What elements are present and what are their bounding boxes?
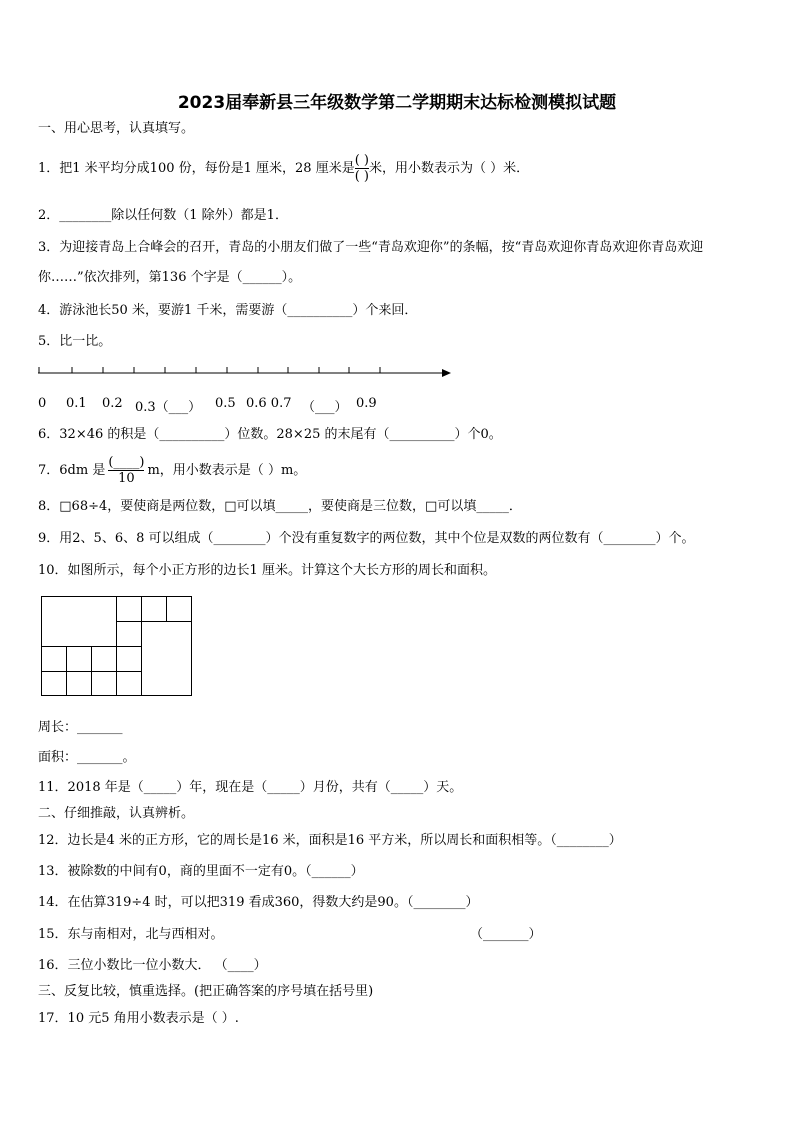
page-title: 2023届奉新县三年级数学第二学期期末达标检测模拟试题 — [177, 93, 617, 113]
fraction-denominator: 10 — [118, 471, 135, 486]
section-3-heading: 三、反复比较，慎重选择。(把正确答案的序号填在括号里) — [38, 984, 374, 999]
question-7-fraction — [108, 456, 144, 485]
question-1-text-a: 1．把1 米平均分成100 份，每份是1 厘米，28 厘米是 — [38, 161, 355, 176]
tick-label: 0.2 — [102, 396, 123, 411]
question-2: 2．________除以任何数（1 除外）都是1． — [38, 208, 288, 223]
question-12: 12．边长是4 米的正方形，它的周长是16 米，面积是16 平方米，所以周长和面积相等。（________） — [38, 833, 622, 848]
question-13: 13．被除数的中间有0，商的里面不一定有0。（______） — [38, 864, 364, 879]
question-7-text-b: m，用小数表示是（ ）m。 — [147, 463, 307, 478]
question-9: 9．用2、5、6、8 可以组成（________）个没有重复数字的两位数，其中个位是双数的两位数有（________）个。 — [38, 531, 695, 546]
question-7 — [38, 456, 306, 485]
tick-label: 0.1 — [66, 396, 87, 411]
arrow-icon — [442, 369, 451, 377]
question-16: 16．三位小数比一位小数大． （____） — [38, 958, 267, 973]
fraction-numerator: ( ) — [354, 153, 369, 168]
tick-label: 0.3（___） — [135, 400, 202, 415]
question-6: 6．32×46 的积是（__________）位数。28×25 的末尾有（__________）个0。 — [38, 427, 502, 442]
question-3-line-1: 3．为迎接青岛上合峰会的召开，青岛的小朋友们做了一些“青岛欢迎你”的条幅，按“青岛欢迎你青岛欢迎你青岛欢迎 — [38, 240, 704, 255]
question-7-text-a: 7．6dm 是 — [38, 463, 106, 478]
number-line — [38, 364, 452, 380]
question-3-line-2: 你……”依次排列，第136 个字是（______）。 — [38, 270, 302, 285]
question-8: 8．□68÷4，要使商是两位数，□可以填_____，要使商是三位数，□可以填_____． — [38, 499, 522, 514]
tick-label: 0.5 — [215, 396, 236, 411]
question-10: 10．如图所示，每个小正方形的边长1 厘米。计算这个大长方形的周长和面积。 — [38, 563, 496, 578]
question-1-fraction — [355, 154, 369, 183]
rectangle-grid-figure — [41, 596, 194, 697]
question-4: 4．游泳池长50 米，要游1 千米，需要游（__________）个来回． — [38, 303, 418, 318]
question-15: 15．东与南相对，北与西相对。 — [38, 927, 224, 942]
question-11: 11．2018 年是（_____）年，现在是（_____）月份，共有（_____）天。 — [38, 780, 463, 795]
question-1-text-b: 米，用小数表示为（ ）米． — [368, 161, 530, 176]
area-answer: 面积：_______。 — [38, 750, 136, 765]
question-1 — [38, 154, 529, 183]
tick-label: 0 — [38, 396, 47, 411]
number-line-labels — [38, 396, 438, 415]
section-2-heading: 二、仔细推敲，认真辨析。 — [38, 806, 195, 821]
tick-label: 0.6 0.7 — [246, 396, 292, 411]
question-14: 14．在估算319÷4 时，可以把319 看成360，得数大约是90。（________） — [38, 895, 479, 910]
fraction-numerator: (____) — [108, 455, 145, 470]
tick-label: （___） — [302, 400, 348, 415]
fraction-denominator: ( ) — [354, 169, 369, 184]
question-5: 5．比一比。 — [38, 334, 112, 349]
perimeter-answer: 周长：_______ — [38, 720, 123, 735]
section-1-heading: 一、用心思考，认真填写。 — [38, 121, 195, 136]
number-line-ticks — [39, 367, 380, 373]
question-15-answer: （_______） — [470, 927, 542, 942]
tick-label: 0.9 — [356, 396, 377, 411]
question-17: 17．10 元5 角用小数表示是（ ）. — [38, 1011, 239, 1026]
